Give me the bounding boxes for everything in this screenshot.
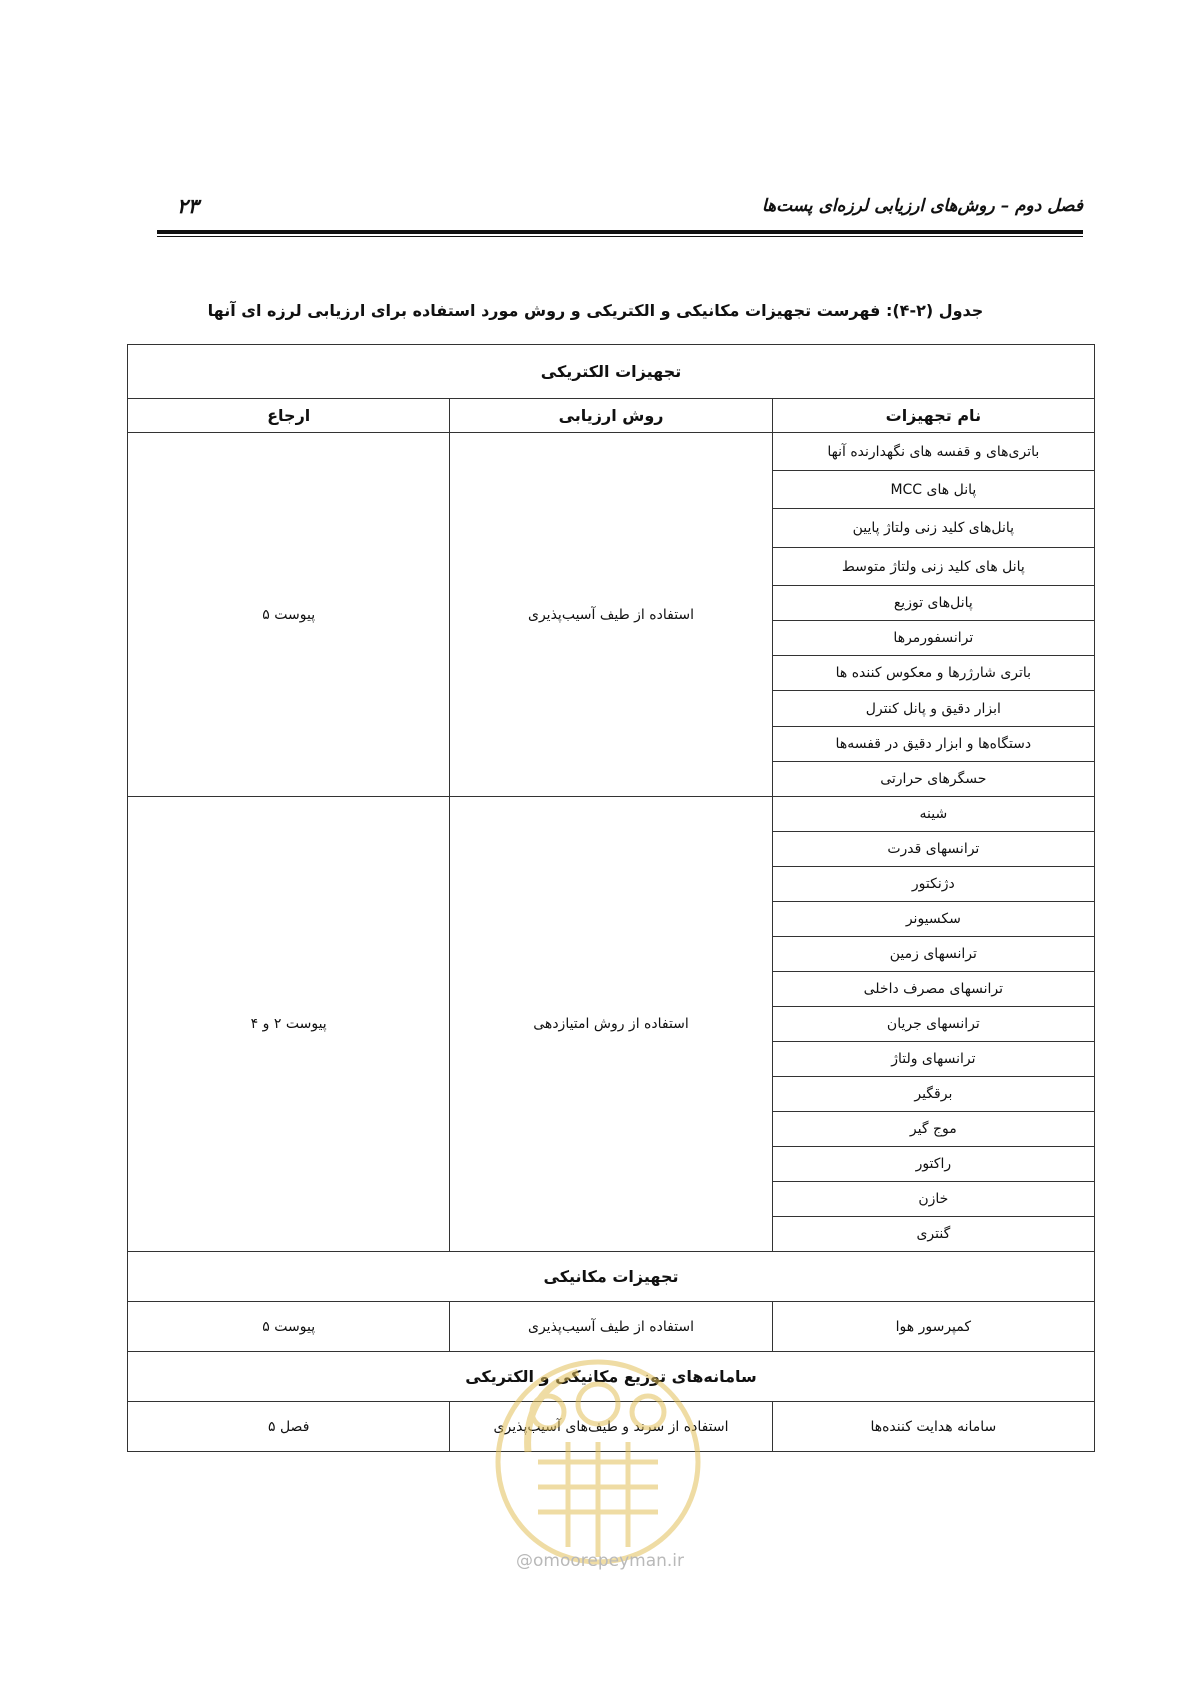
equipment-cell: موج گیر [772,1112,1094,1147]
equipment-cell: ترانسفورمرها [772,621,1094,656]
watermark-site: @omoorepeyman.ir [515,1551,685,1571]
equipment-cell: ترانسهای ولتاژ [772,1042,1094,1077]
reference-cell: پیوست ۲ و ۴ [128,797,450,1252]
equipment-cell: دژنکتور [772,867,1094,902]
equipment-cell: شینه [772,797,1094,832]
equipment-cell: پانل های کلید زنی ولتاژ متوسط [772,548,1094,586]
equipment-cell: کمپرسور هوا [772,1302,1094,1352]
page-number: ۲۳ [177,194,199,218]
table-caption: جدول (۲-۴): فهرست تجهیزات مکانیکی و الکتریکی و روش مورد استفاده برای ارزیابی لرزه ای آنها [207,301,984,320]
header-rule-thick [157,230,1083,234]
equipment-cell: ابزار دقیق و پانل کنترل [772,691,1094,727]
section-heading-distribution: سامانه‌های توزیع مکانیکی و الکتریکی [128,1352,1095,1402]
method-cell: استفاده از طیف آسیب‌پذیری [450,433,772,797]
equipment-cell: پانل‌های کلید زنی ولتاژ پایین [772,509,1094,548]
method-cell: استفاده از طیف آسیب‌پذیری [450,1302,772,1352]
equipment-cell: گنتری [772,1217,1094,1252]
equipment-cell: پانل‌های توزیع [772,586,1094,621]
equipment-cell: حسگرهای حرارتی [772,762,1094,797]
method-cell: استفاده از سرند و طیف‌های آسیب‌پذیری [450,1402,772,1452]
section-heading-electrical: تجهیزات الکتریکی [128,345,1095,399]
equipment-cell: پانل های MCC [772,471,1094,509]
page-header [157,196,1083,226]
chapter-title: فصل دوم – روش‌های ارزیابی لرزه‌ای پست‌ها [761,196,1083,216]
column-header-method: روش ارزیابی [450,399,772,433]
equipment-cell: باتری شارژرها و معکوس کننده ها [772,656,1094,691]
equipment-cell: ترانسهای زمین [772,937,1094,972]
equipment-cell: ترانسهای قدرت [772,832,1094,867]
reference-cell: فصل ۵ [128,1402,450,1452]
reference-cell: پیوست ۵ [128,1302,450,1352]
section-heading-mechanical: تجهیزات مکانیکی [128,1252,1095,1302]
column-header-reference: ارجاع [128,399,450,433]
equipment-cell: خازن [772,1182,1094,1217]
equipment-cell: راکتور [772,1147,1094,1182]
equipment-cell: ترانسهای مصرف داخلی [772,972,1094,1007]
equipment-cell: برقگیر [772,1077,1094,1112]
header-rule-thin [157,236,1083,237]
equipment-cell: سکسیونر [772,902,1094,937]
equipment-cell: باتری‌های و قفسه های نگهدارنده آنها [772,433,1094,471]
method-cell: استفاده از روش امتیازدهی [450,797,772,1252]
column-header-equipment: نام تجهیزات [772,399,1094,433]
equipment-cell: ترانسهای جریان [772,1007,1094,1042]
equipment-table [127,344,1095,1452]
equipment-cell: دستگاه‌ها و ابزار دقیق در قفسه‌ها [772,727,1094,762]
reference-cell: پیوست ۵ [128,433,450,797]
equipment-cell: سامانه هدایت کننده‌ها [772,1402,1094,1452]
